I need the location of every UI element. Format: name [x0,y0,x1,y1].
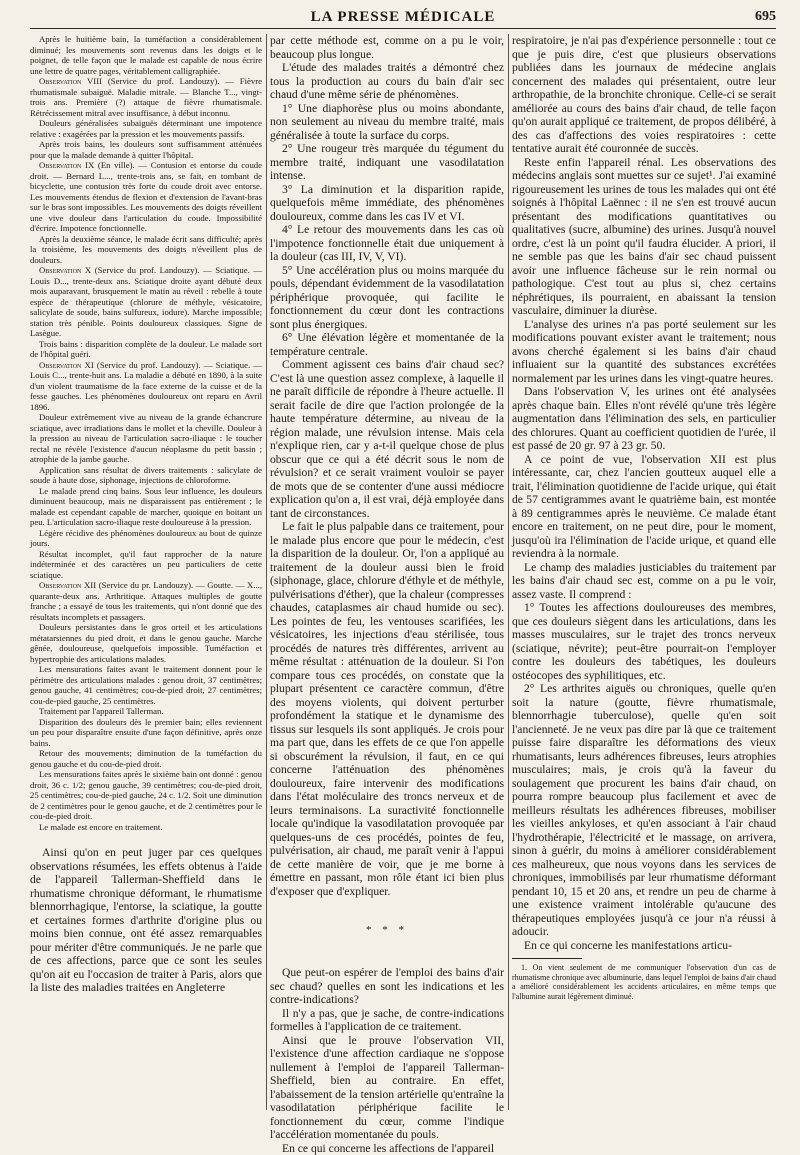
journal-title: LA PRESSE MÉDICALE [30,9,776,26]
observation-text: (Service du prof. Landouzy). — Sciatique. — Louis D..., trente-deux ans. Sciatique droite ayant débuté deux mois auparavant, brusquement le matin au réveil : rebelle à toute espèce de thérapeutique (chlorure de méthyle, vésicatoire, salicylate de soude, bains sulfureux, iodure). Marche impossible; station très pénible. Points douloureux classiques. Signe de Lasègue. [30,265,262,338]
observation-paragraph [30,160,262,234]
paragraph: Ainsi qu'on en peut juger par ces quelques observations résumées, les effets obtenus à l'aide de l'appareil Tallerman-Sheffield dans le rhumatisme chronique déformant, le rhumatisme blennorrhagique, l'entorse, la sciatique, la goutte et certaines formes d'arthrite d'origine plus ou moins bien connue, ont été assez remarquables pour mériter d'être communiqués. Je ne parle que de ces affections, parce que ce sont les seules qu'on ait eu l'occasion de traiter à Paris, alors que la liste des maladies traitées en Angleterre [30,846,262,995]
paragraph: Reste enfin l'appareil rénal. Les observations des médecins anglais sont muettes sur ce sujet¹. J'ai examiné rigoureusement les urines de tous les malades qui ont été soignés à l'hôpital Laënnec : il ne s'en est trouvé aucun présentant des modifications quantitatives ou qualitatives (sucre, albumine) des urines. Jusqu'à nouvel ordre, c'est là un point qu'il faudra élucider. A priori, il ne semble pas que les bains d'air sec chaud puissent avoir une influence fâcheuse sur le rein normal ou pathologique. C'est tout au plus si, chez certains néphrétiques, ils pourraient, en abaissant la tension vasculaire, diminuer la diurèse. [512,156,776,318]
column-divider [266,34,267,1110]
paragraph: Après le huitième bain, la tuméfaction a considérablement diminué; les mouvements sont revenus dans les doigts et le poignet, de telle façon que le malade est capable de nous écrire une lettre de quatre pages, véritablement calligraphiée. [30,34,262,76]
paragraph: Le malade prend cinq bains. Sous leur influence, les douleurs diminuent beaucoup, mais ne disparaissent pas entièrement ; le malade est cependant capable de marcher, quoique en boitant un peu. L'articulation sacro-iliaque reste douloureuse à la pression. [30,486,262,528]
paragraph: L'analyse des urines n'a pas porté seulement sur les modifications pouvant exister avant le traitement; nous avons cherché également si les bains d'air chaud influaient sur la quantité des substances excrétées normalement par les urines dans les vingt-quatre heures. [512,318,776,386]
paragraph: Les mensurations faites après le sixième bain ont donné : genou droit, 36 c. 1/2; genou gauche, 39 centimètres; cou-de-pied droit, 25 centimètres; cou-de-pied gauche, 24 c. 1/2. Soit une diminution de 2 centimètres pour le genou gauche, et de 2 centimètres pour le cou-de-pied droit. [30,769,262,822]
observation-text: (Service du pr. Landouzy). — Goutte. — X..., quarante-deux ans. Arthritique. Attaques multiples de goutte franche ; a essayé de tous les traitements, qui n'ont donné que des résultats incomplets et passagers. [30,580,262,622]
paragraph: Douleurs généralisées subaiguës déterminant une impotence relative : exagérées par la pression et les mouvements passifs. [30,118,262,139]
paragraph: Légère récidive des phénomènes douloureux au bout de quinze jours. [30,528,262,549]
running-header [30,6,776,29]
list-item: 6° Une élévation légère et momentanée de la température centrale. [270,331,504,358]
list-item: 1° Toutes les affections douloureuses des membres, que ces douleurs siègent dans les articulations, dans les masses musculaires, sur le trajet des troncs nerveux (sciatique, névrite); peut-être pourrait-on l'employer contre les douleurs des tabétiques, les douleurs ostéocopes des syphilitiques, etc. [512,601,776,682]
paragraph: Après la deuxième séance, le malade écrit sans difficulté; après la troisième, les mouvements des doigts n'éveillent plus de douleurs. [30,234,262,266]
paragraph: Douleur extrêmement vive au niveau de la grande échancrure sciatique, avec irradiations dans le mollet et la cheville. Douleur à la pression au niveau de l'articulation sacro-iliaque : le toucher rectal ne révèle l'existence d'aucun néoplasme du petit bassin ; atrophie de la jambe gauche. [30,412,262,465]
paragraph: Douleurs persistantes dans le gros orteil et les articulations métatarsiennes du pied droit, et dans le genou gauche. Marche gênée, douloureuse, quelquefois impossible. Tuméfaction et hypertrophie des articulations malades. [30,622,262,664]
list-item: 5° Une accélération plus ou moins marquée du pouls, dépendant évidemment de la vasodilatation périphérique provoquée, qui facilite le fonctionnement du cœur dont les contractions sont plus énergiques. [270,264,504,332]
observation-heading: Observation XI [39,360,94,370]
observation-heading: Observation X [39,265,91,275]
observation-text: (Service du prof. Landouzy). — Sciatique. — Louis C..., trente-huit ans. La maladie a débuté en 1890, à la suite d'un violent traumatisme de la face externe de la cuisse et de la fesse gauches. Les phénomènes douloureux ont reparu en Avril 1896. [30,360,262,412]
paragraph: A ce point de vue, l'observation XII est plus intéressante, car, chez l'ancien goutteux auquel elle a trait, l'élimination quotidienne de l'acide urique, qui était de 57 centigrammes avant le quatrième bain, est montée à 89 centigrammes après le neuvième. Ce malade étant encore en traitement, on ne peut dire, pour le moment, jusqu'où ira l'élimination de l'acide urique, et quand elle reviendra à la normale. [512,453,776,561]
observation-heading: Observation XII [39,580,96,590]
list-item: 2° Une rougeur très marquée du tégument du membre traité, indiquant une vasodilatation intense. [270,142,504,183]
observation-heading: Observation IX [39,160,94,170]
observation-paragraph [30,580,262,622]
list-item: 4° Le retour des mouvements dans les cas où l'impotence fonctionnelle était due uniquement à la douleur (cas III, IV, V, VI). [270,223,504,264]
paragraph: Après trois bains, les douleurs sont suffisamment atténuées pour que la malade demande à quitter l'hôpital. [30,139,262,160]
page-number: 695 [755,9,776,25]
list-item: 2° Les arthrites aiguës ou chroniques, quelle qu'en soit la nature (goutte, fièvre rhumatismale, blennorrhagie tuberculose), quelle qu'en soit l'ancienneté. Je ne veux pas dire par là que ce traitement puisse faire disparaître les déformations des vieux rhumatisants, leurs adhérences fibreuses, leurs atrophies musculaires; mais, je crois qu'à la faveur du soulagement que procurent les bains d'air chaud, on pourra rompre beaucoup plus facilement et avec de meilleurs résultats les adhérences fibreuses, mobiliser les vieilles ankyloses, et qu'en associant à l'air chaud l'hydrothérapie, l'électricité et le massage, on arrivera, sinon à guérir, du moins à améliorer considérablement ces malheureux, que nous voyons dans les services de chroniques, immobilisés par leur rhumatisme déformant pendant 10, 15 et 20 ans, et rendre un peu de charme à une existence vraiment intolérable qu'aucune des thérapeutiques employées jusqu'à ce jour n'a réussi à adoucir. [512,682,776,939]
paragraph: Que peut-on espérer de l'emploi des bains d'air sec chaud? quelles en sont les indications et les contre-indications? [270,966,504,1007]
paragraph: Traitement par l'appareil Tallerman. [30,706,262,717]
paragraph: Application sans résultat de divers traitements : salicylate de soude à haute dose, siphonage, injections de chloroforme. [30,465,262,486]
paragraph: respiratoire, je n'ai pas d'expérience personnelle : tout ce que je puis dire, c'est que plusieurs observations publiées dans les journaux de médecine anglais concernent des malades qui présentaient, outre leur arthropathie, de la bronchite chronique. Celle-ci se serait améliorée au cours des bains d'air chaud, de telle façon qu'on aurait appliqué ce traitement, de propos délibéré, à des cas d'affections des voies respiratoires : cette tentative aurait été couronnée de succès. [512,34,776,156]
observation-paragraph [30,265,262,339]
paragraph: Le champ des maladies justiciables du traitement par les bains d'air chaud sec est, comme on a pu le voir, assez vaste. Il comprend : [512,561,776,602]
list-item: 3° La diminution et la disparition rapide, quelquefois même immédiate, des phénomènes douloureux, comme dans les cas IV et VI. [270,183,504,224]
column-right [512,34,776,1114]
column-left [30,34,262,1114]
observation-text: (En ville). — Contusion et entorse du coude droit. — Bernard L..., trente-trois ans, se fait, en tombant de bicyclette, une contusion très forte du coude droit avec entorse. Les mouvements étendus de flexion et d'extension de l'avant-bras sur le bras sont impossibles. Les mouvements des doigts réveillent une vive douleur dans l'articulation du coude. Impossibilité d'écrire. Impotence fonctionnelle. [30,160,262,233]
list-item: 1° Une diaphorèse plus ou moins abondante, non seulement au niveau du membre traité, mais généralisée à toute la surface du corps. [270,102,504,143]
footnote-rule [512,958,582,959]
paragraph: Trois bains : disparition complète de la douleur. Le malade sort de l'hôpital guéri. [30,339,262,360]
observation-heading: Observation VIII [39,76,102,86]
paragraph: En ce qui concerne les manifestations articu- [512,939,776,953]
paragraph: En ce qui concerne les affections de l'appareil [270,1142,504,1155]
section-separator: * * * [270,924,504,936]
paragraph: par cette méthode est, comme on a pu le voir, beaucoup plus longue. [270,34,504,61]
paragraph: Disparition des douleurs dès le premier bain; elles reviennent un peu pour disparaître ensuite d'une façon définitive, après onze bains. [30,717,262,749]
column-divider [508,34,509,1110]
paragraph: Résultat incomplet, qu'il faut rapprocher de la nature indéterminée et des caractères un peu particuliers de cette sciatique. [30,549,262,581]
paragraph: Retour des mouvements; diminution de la tuméfaction du genou gauche et du cou-de-pied droit. [30,748,262,769]
paragraph: Le malade est encore en traitement. [30,822,262,833]
paragraph: Le fait le plus palpable dans ce traitement, pour le malade plus encore que pour le médecin, c'est la disparition de la douleur. Or, l'on a appliqué au traitement de la douleur aussi bien le froid (siphonage, glace, chlorure d'éthyle et de méthyle, pulvérisations d'éther), que la chaleur (compresses chaudes, cataplasmes air chaud humide ou sec). Les pointes de feu, les ventouses scarifiées, les vésicatoires, les injections d'eau stérilisée, tous procédés de natures très différentes, arrivent au même résultat : atténuation de la douleur. Si l'on compare tous ces procédés, on constate que la plupart présentent ce caractère commun, d'être des moyens violents, qui doivent perturber profondément la statique et le dynamisme des tissus sur lesquels ils sont appliqués. Je crois pour ma part que, dans les effets de ce que l'on appelle si obscurément la révulsion, il faut, en ce qui concerne l'atténuation des phénomènes douloureux, faire intervenir des modifications dans l'état moléculaire des troncs nerveux et de leurs terminaisons. La suractivité fonctionnelle locale qu'indique la vasodilatation provoquée par quelques-uns de ces procédés, pointes de feu, pulvérisation, air chaud, me paraît venir à l'appui de cette manière de voir, que je me borne à émettre en passant, mon rôle étant ici bien plus d'exposer que d'expliquer. [270,520,504,898]
observation-text: (Service du prof. Landouzy). — Fièvre rhumatismale subaiguë. Maladie mitrale. — Blanche T..., vingt-trois ans. Première (?) attaque de fièvre rhumatismale. Rétrécissement mitral avec insuffisance, à début inconnu. [30,76,262,118]
observation-paragraph [30,360,262,413]
paragraph: Il n'y a pas, que je sache, de contre-indications formelles à l'application de ce traitement. [270,1007,504,1034]
column-middle [270,34,504,1114]
paragraph: Ainsi que le prouve l'observation VII, l'existence d'une affection cardiaque ne s'oppose nullement à l'emploi de l'appareil Tallerman-Sheffield, bien au contraire. En effet, l'abaissement de la tension artérielle qu'entraîne la vasodilatation périphérique facilite le fonctionnement du cœur, comme l'indique l'accélération momentanée du pouls. [270,1034,504,1142]
paragraph: Dans l'observation V, les urines ont été analysées après chaque bain. Elles n'ont révélé qu'une très légère augmentation dans l'élimination des sels, en particulier des chlorures. Quant au coefficient quotidien de l'urée, il est passé de 20 gr. 97 à 23 gr. 50. [512,385,776,453]
paragraph: L'étude des malades traités a démontré chez tous la production au cours du bain d'air sec chaud d'une même série de phénomènes. [270,61,504,102]
paragraph: Comment agissent ces bains d'air chaud sec? C'est là une question assez complexe, à laquelle il ne paraît difficile de répondre à l'heure actuelle. Il serait facile de dire que l'action prolongée de la haute température détermine, au niveau de la région malade, une révulsion intense. Mais cela n'explique rien, car y a-t-il quelque chose de plus obscur que ce qui a été décrit sous le nom de révulsion? et ce serait vraiment vouloir se payer de mots que de se contenter d'une aussi médiocre explication qu'on a, il est vrai, déjà employée dans tant de circonstances. [270,358,504,520]
paragraph: Les mensurations faites avant le traitement donnent pour le périmètre des articulations malades : genou droit, 37 centimètres; genou gauche, 41 centimètres; cou-de-pied droit, 27 centimètres; cou-de-pied gauche, 25 centimètres. [30,664,262,706]
footnote: 1. On vient seulement de me communiquer l'observation d'un cas de rhumatisme chronique avec albuminurie, dans lequel l'emploi de bains d'air chaud a amélioré considérablement les accidents articulaires, en même temps que l'albumine aurait légèrement diminué. [512,963,776,1001]
observation-paragraph [30,76,262,118]
